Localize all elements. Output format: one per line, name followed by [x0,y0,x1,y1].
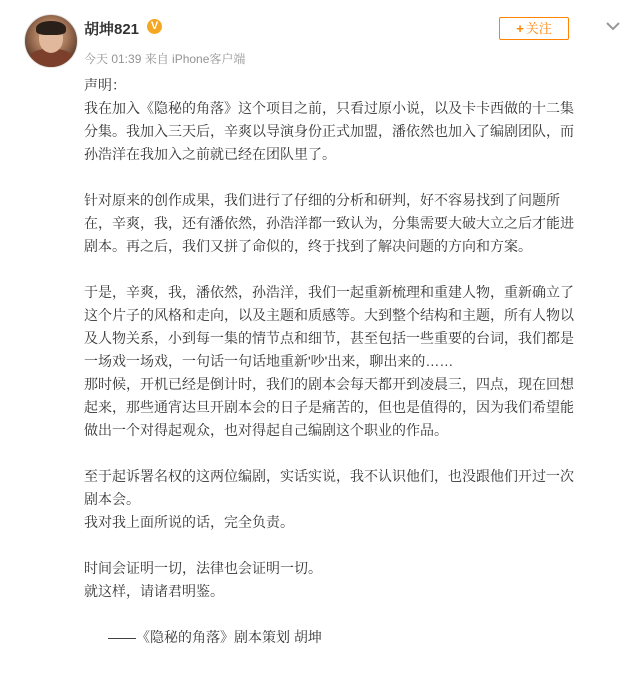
post-line: 时间会证明一切，法律也会证明一切。 [84,560,322,576]
chevron-down-icon[interactable] [604,19,622,33]
post-line: 及人物关系，小到每一集的情节点和细节，甚至包括一些重要的台词，我们都是 [84,330,574,346]
post-line: 剧本会。 [84,491,140,507]
post-line: 针对原来的创作成果，我们进行了仔细的分析和研判，好不容易找到了问题所 [84,192,560,208]
paragraph-gap [84,603,624,626]
post-line: 我在加入《隐秘的角落》这个项目之前，只看过原小说，以及卡卡西做的十二集 [84,100,574,116]
post-line: 分集。我加入三天后，辛爽以导演身份正式加盟，潘依然也加入了编剧团队，而 [84,123,574,139]
follow-label: 关注 [525,21,552,36]
avatar-hair [36,21,66,35]
post-meta: 今天 01:39 来自 iPhone客户端 [84,52,246,66]
post-header [0,0,640,72]
paragraph-gap [84,442,624,465]
post-line: 剧本。再之后，我们又拼了命似的，终于找到了解决问题的方向和方案。 [84,238,532,254]
post-line: 声明： [84,77,126,93]
paragraph-gap [84,166,624,189]
post-line: 做出一个对得起观众，也对得起自己编剧这个职业的作品。 [84,422,448,438]
username[interactable]: 胡坤821 [84,21,140,38]
avatar[interactable] [24,14,78,68]
paragraph-gap [84,258,624,281]
post-line: 于是，辛爽，我，潘依然，孙浩洋，我们一起重新梳理和重建人物，重新确立了 [84,284,574,300]
plus-icon: + [516,21,524,36]
follow-button[interactable] [499,17,569,40]
post-line: 我对我上面所说的话，完全负责。 [84,514,294,530]
post-line: 一场戏一场戏，一句话一句话地重新'吵'出来，聊出来的…… [84,353,454,369]
post-line: 就这样，请诸君明鉴。 [84,583,224,599]
post-line: 这个片子的风格和走向，以及主题和质感等。大到整个结构和主题，所有人物以 [84,307,574,323]
post-body [84,74,624,649]
post-signature: ——《隐秘的角落》剧本策划 胡坤 [108,629,322,645]
post-line: 起来，那些通宵达旦开剧本会的日子是痛苦的，但也是值得的，因为我们希望能 [84,399,574,415]
paragraph-gap [84,534,624,557]
verified-badge-icon: V [147,19,162,34]
post-line: 那时候，开机已经是倒计时，我们的剧本会每天都开到凌晨三，四点，现在回想 [84,376,574,392]
post-line: 孙浩洋在我加入之前就已经在团队里了。 [84,146,336,162]
post-line: 至于起诉署名权的这两位编剧，实话实说，我不认识他们，也没跟他们开过一次 [84,468,574,484]
post-line: 在，辛爽，我，还有潘依然，孙浩洋都一致认为，分集需要大破大立之后才能进 [84,215,574,231]
